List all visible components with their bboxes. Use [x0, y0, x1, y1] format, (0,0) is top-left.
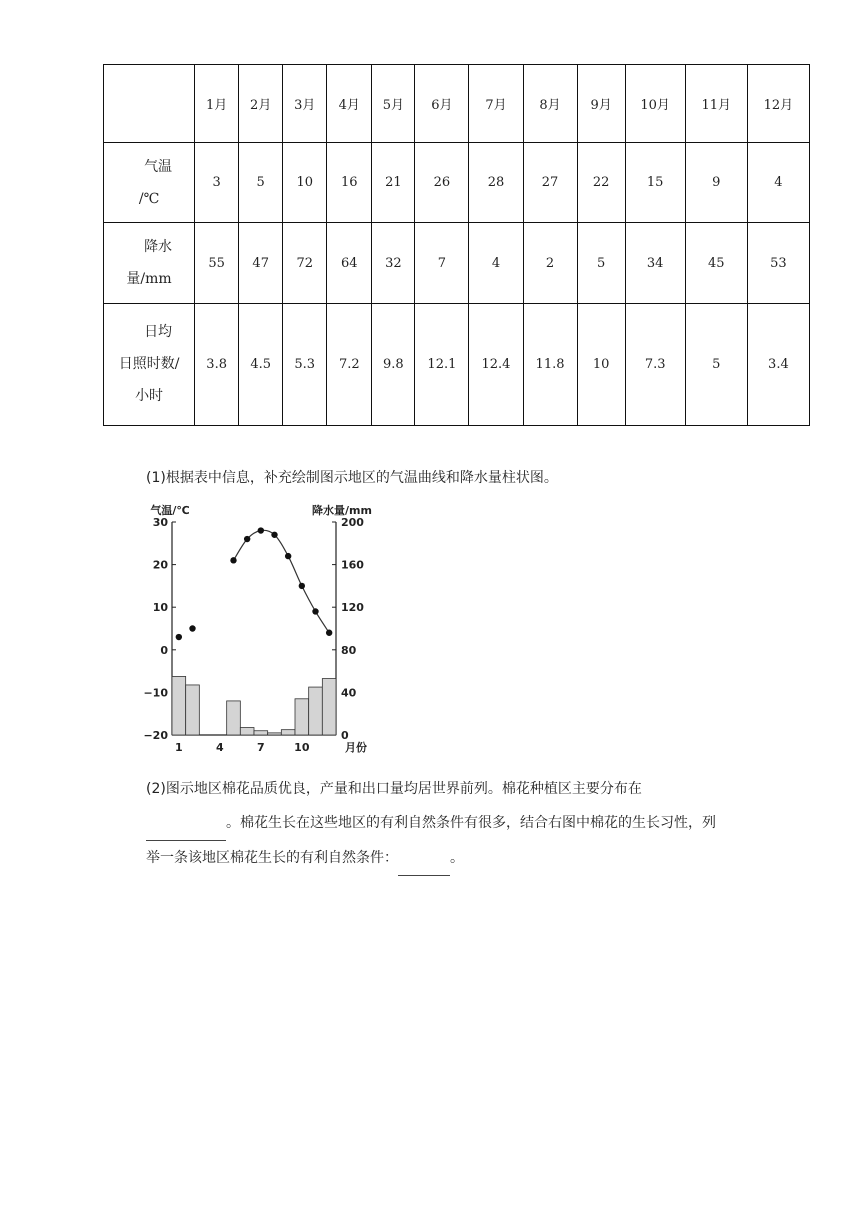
precipitation-bar — [295, 699, 309, 735]
temperature-point — [176, 634, 182, 640]
row-label-precipitation — [104, 223, 195, 303]
table-cell: 28 — [469, 143, 523, 223]
table-cell: 5 — [239, 143, 283, 223]
table-cell: 9 — [685, 143, 747, 223]
precipitation-bar — [240, 728, 254, 735]
precipitation-bar — [172, 676, 186, 735]
row-label-line: 量/mm — [126, 271, 172, 288]
table-cell: 72 — [283, 223, 327, 303]
table-cell: 9.8 — [372, 303, 415, 425]
month-header: 3月 — [283, 65, 327, 143]
table-cell: 22 — [577, 143, 625, 223]
table-cell: 21 — [372, 143, 415, 223]
row-label-sunshine — [104, 303, 195, 425]
table-cell: 7.2 — [327, 303, 372, 425]
temperature-point — [299, 583, 305, 589]
y-left-tick-label: −10 — [143, 686, 168, 700]
answer-blank-2[interactable] — [398, 841, 450, 876]
y-right-tick-label: 40 — [341, 686, 357, 700]
temperature-point — [326, 630, 332, 636]
precipitation-bars — [172, 676, 336, 735]
month-header: 8月 — [523, 65, 577, 143]
table-cell: 16 — [327, 143, 372, 223]
precipitation-bar — [227, 701, 241, 735]
table-cell: 7 — [415, 223, 469, 303]
table-row-sunshine — [104, 303, 810, 425]
table-cell: 11.8 — [523, 303, 577, 425]
precipitation-bar — [186, 685, 200, 735]
y-right-tick-label: 0 — [341, 729, 349, 742]
month-header: 11月 — [685, 65, 747, 143]
month-header: 10月 — [625, 65, 685, 143]
y-left-axis-title: 气温/℃ — [150, 504, 190, 517]
table-cell: 55 — [195, 223, 239, 303]
table-header-row — [104, 65, 810, 143]
row-label-line: 降水 — [144, 239, 173, 256]
table-cell: 5 — [577, 223, 625, 303]
table-cell: 27 — [523, 143, 577, 223]
row-label-line: 日照时数/ — [118, 356, 180, 373]
temperature-point — [271, 532, 277, 538]
y-left-tick-label: 10 — [152, 601, 168, 615]
month-header: 1月 — [195, 65, 239, 143]
table-cell: 26 — [415, 143, 469, 223]
table-cell: 15 — [625, 143, 685, 223]
row-label-line: 小时 — [135, 388, 164, 405]
row-label-line: /℃ — [138, 190, 160, 207]
precipitation-bar — [281, 730, 295, 735]
x-tick-label: 4 — [216, 741, 224, 754]
temperature-line — [234, 530, 330, 632]
table-cell: 4 — [747, 143, 809, 223]
row-label-line: 日均 — [144, 324, 173, 341]
temperature-point — [258, 527, 264, 533]
table-cell: 7.3 — [625, 303, 685, 425]
table-cell: 5.3 — [283, 303, 327, 425]
y-left-tick-label: 0 — [160, 643, 168, 657]
row-label-temperature — [104, 143, 195, 223]
month-header: 4月 — [327, 65, 372, 143]
question-2-text-2: 。棉花生长在这些地区的有利自然条件有很多，结合右图中棉花的生长习性，列举一条该地区棉花生长的有利自然条件： — [146, 815, 716, 866]
table-cell: 45 — [685, 223, 747, 303]
precipitation-bar — [309, 687, 323, 735]
climate-chart — [140, 498, 390, 760]
y-left-tick-label: 30 — [152, 516, 168, 529]
answer-blank-1[interactable] — [146, 806, 226, 841]
question-2-text-1: (2)图示地区棉花品质优良，产量和出口量均居世界前列。棉花种植区主要分布在 — [146, 781, 642, 797]
question-2 — [146, 772, 726, 876]
table-cell: 12.1 — [415, 303, 469, 425]
table-cell: 53 — [747, 223, 809, 303]
question-2-text-3: 。 — [450, 850, 464, 866]
y-right-axis-title: 降水量/mm — [312, 504, 372, 517]
month-header: 6月 — [415, 65, 469, 143]
precipitation-bar — [268, 733, 282, 735]
precipitation-bar — [254, 731, 268, 735]
table-cell: 3.4 — [747, 303, 809, 425]
temperature-point — [230, 557, 236, 563]
precipitation-bar — [322, 679, 336, 735]
temperature-curve — [176, 527, 333, 640]
table-cell: 32 — [372, 223, 415, 303]
row-label-line: 气温 — [144, 158, 173, 175]
month-header: 2月 — [239, 65, 283, 143]
y-right-tick-label: 200 — [341, 516, 364, 529]
table-row-temperature — [104, 143, 810, 223]
y-left-tick-label: −20 — [143, 729, 168, 742]
table-cell: 10 — [283, 143, 327, 223]
y-right-tick-label: 120 — [341, 601, 364, 615]
month-header: 7月 — [469, 65, 523, 143]
table-corner-cell — [104, 65, 195, 143]
temperature-point — [244, 536, 250, 542]
x-tick-label: 10 — [294, 741, 310, 754]
y-right-tick-label: 160 — [341, 558, 364, 572]
month-header: 12月 — [747, 65, 809, 143]
table-cell: 34 — [625, 223, 685, 303]
temperature-point — [189, 625, 195, 631]
month-header: 9月 — [577, 65, 625, 143]
table-cell: 47 — [239, 223, 283, 303]
x-tick-label: 7 — [257, 741, 265, 754]
climate-table — [103, 64, 810, 426]
table-cell: 5 — [685, 303, 747, 425]
question-1: (1)根据表中信息，补充绘制图示地区的气温曲线和降水量柱状图。 — [146, 470, 558, 486]
table-cell: 3 — [195, 143, 239, 223]
x-axis-title: 月份 — [345, 741, 367, 754]
y-left-tick-label: 20 — [152, 558, 168, 572]
x-tick-label: 1 — [175, 741, 183, 754]
table-cell: 64 — [327, 223, 372, 303]
table-cell: 10 — [577, 303, 625, 425]
table-cell: 2 — [523, 223, 577, 303]
table-cell: 3.8 — [195, 303, 239, 425]
table-cell: 4.5 — [239, 303, 283, 425]
temperature-point — [312, 608, 318, 614]
y-right-tick-label: 80 — [341, 643, 357, 657]
temperature-point — [285, 553, 291, 559]
table-cell: 12.4 — [469, 303, 523, 425]
month-header: 5月 — [372, 65, 415, 143]
table-row-precipitation — [104, 223, 810, 303]
table-cell: 4 — [469, 223, 523, 303]
